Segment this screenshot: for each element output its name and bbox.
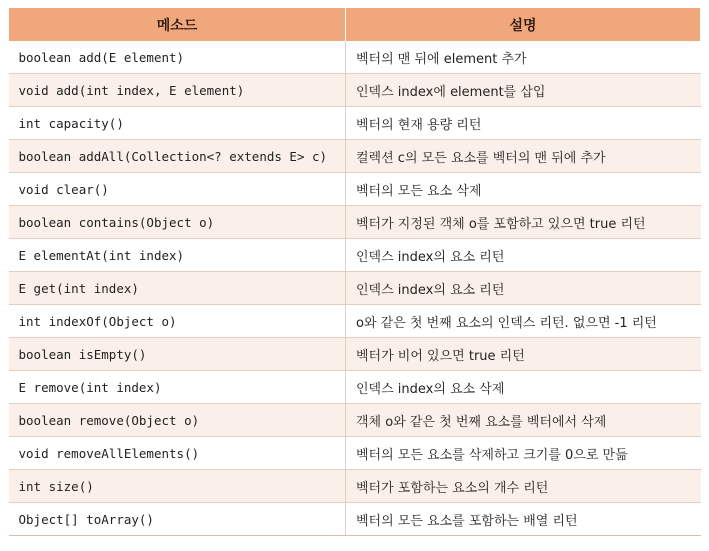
method-signature: void add(int index, E element): [9, 74, 346, 107]
method-description: 인덱스 index의 요소 리턴: [346, 272, 701, 305]
method-description: 벡터의 맨 뒤에 element 추가: [346, 41, 701, 74]
method-signature: boolean isEmpty(): [9, 338, 346, 371]
table-row: [9, 140, 701, 173]
method-signature: int size(): [9, 470, 346, 503]
vector-methods-table-container: [8, 8, 700, 536]
table-row: [9, 305, 701, 338]
table-row: [9, 74, 701, 107]
table-row: [9, 470, 701, 503]
method-description: o와 같은 첫 번째 요소의 인덱스 리턴. 없으면 -1 리턴: [346, 305, 701, 338]
method-signature: int capacity(): [9, 107, 346, 140]
table-row: [9, 404, 701, 437]
method-signature: boolean remove(Object o): [9, 404, 346, 437]
method-signature: E remove(int index): [9, 371, 346, 404]
method-description: 벡터가 지정된 객체 o를 포함하고 있으면 true 리턴: [346, 206, 701, 239]
method-description: 벡터의 모든 요소 삭제: [346, 173, 701, 206]
table-row: [9, 41, 701, 74]
method-signature: boolean contains(Object o): [9, 206, 346, 239]
method-description: 인덱스 index에 element를 삽입: [346, 74, 701, 107]
method-description: 인덱스 index의 요소 삭제: [346, 371, 701, 404]
table-row: [9, 371, 701, 404]
table-row: [9, 437, 701, 470]
method-description: 벡터의 모든 요소를 삭제하고 크기를 0으로 만듦: [346, 437, 701, 470]
table-row: [9, 206, 701, 239]
table-row: [9, 503, 701, 536]
header-description: 설명: [346, 8, 701, 41]
table-row: [9, 338, 701, 371]
method-description: 벡터의 현재 용량 리턴: [346, 107, 701, 140]
method-signature: int indexOf(Object o): [9, 305, 346, 338]
vector-methods-table: [8, 8, 701, 536]
method-description: 벡터의 모든 요소를 포함하는 배열 리턴: [346, 503, 701, 536]
header-method: 메소드: [9, 8, 346, 41]
method-signature: boolean addAll(Collection<? extends E> c): [9, 140, 346, 173]
method-signature: void clear(): [9, 173, 346, 206]
table-row: [9, 173, 701, 206]
method-signature: E get(int index): [9, 272, 346, 305]
method-description: 벡터가 포함하는 요소의 개수 리턴: [346, 470, 701, 503]
method-description: 인덱스 index의 요소 리턴: [346, 239, 701, 272]
table-row: [9, 272, 701, 305]
table-row: [9, 107, 701, 140]
method-signature: void removeAllElements(): [9, 437, 346, 470]
method-description: 컬렉션 c의 모든 요소를 벡터의 맨 뒤에 추가: [346, 140, 701, 173]
table-body: [9, 41, 701, 536]
method-signature: E elementAt(int index): [9, 239, 346, 272]
method-description: 벡터가 비어 있으면 true 리턴: [346, 338, 701, 371]
table-header-row: [9, 8, 701, 41]
method-signature: Object[] toArray(): [9, 503, 346, 536]
method-description: 객체 o와 같은 첫 번째 요소를 벡터에서 삭제: [346, 404, 701, 437]
table-row: [9, 239, 701, 272]
method-signature: boolean add(E element): [9, 41, 346, 74]
